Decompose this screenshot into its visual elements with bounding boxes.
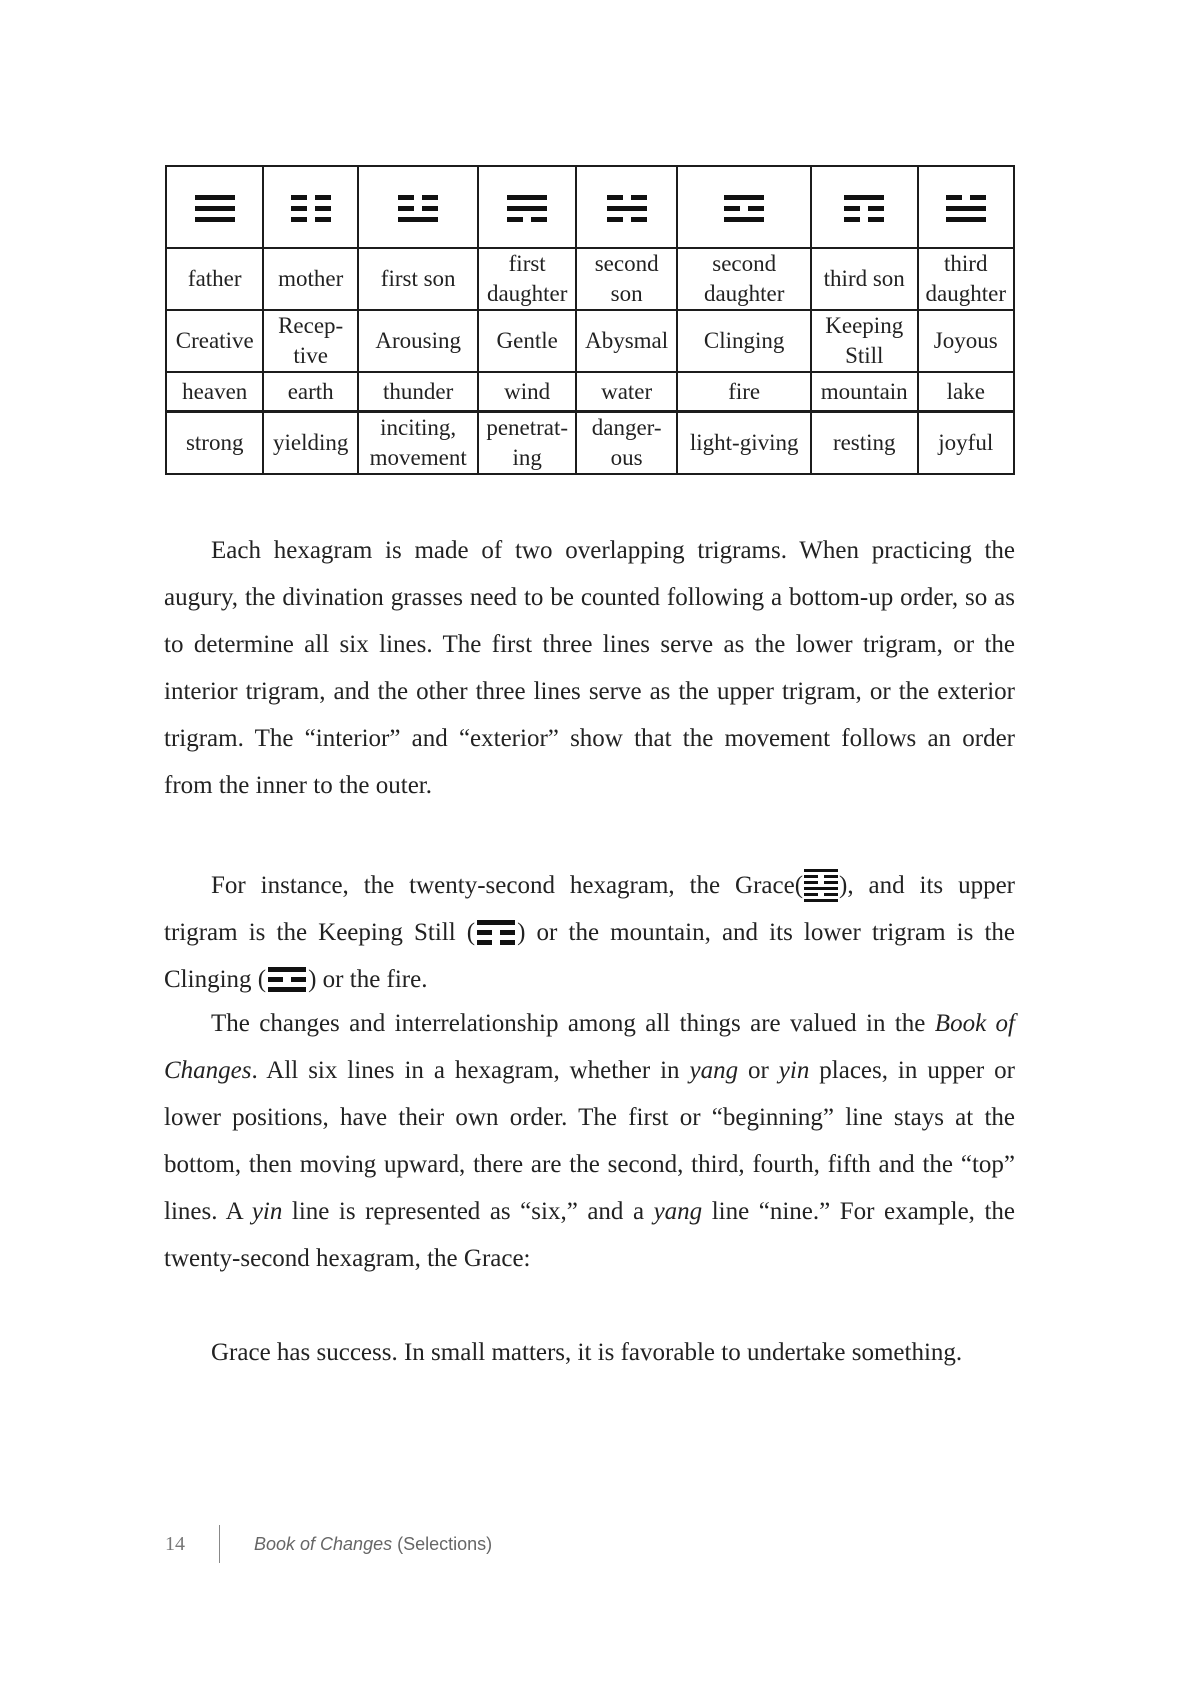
wind-trigram-cell — [478, 166, 575, 248]
text-run: line “nine.” For example, the twenty-second hexagram, the Grace: — [164, 1198, 1015, 1272]
page-number: 14 — [165, 1532, 185, 1555]
mountain-trigram-icon — [477, 920, 515, 945]
text-run: places, in upper or lower positions, have their own order. The first or “beginning” line stays at the bottom, then moving upward, there are the second, third, fourth, fifth and the “top” lines. A — [164, 1057, 1016, 1225]
table-cell: second daughter — [677, 248, 811, 310]
table-cell: Recep- tive — [263, 310, 357, 372]
text-run: ), and its upper trigram is the Keeping Still ( — [164, 872, 1015, 946]
footer-divider — [219, 1525, 220, 1563]
wind-trigram-icon — [507, 195, 547, 222]
paragraph-text: Each hexagram is made of two overlapping trigrams. When practicing the augury, the divination grasses need to be counted following a bottom-up order, so as to determine all six lines. The first three lines serve as the lower trigram, or the interior trigram, and the other three lines serve as the upper trigram, or the exterior trigram. The “interior” and “exterior” show that the movement follows an order from the inner to the outer. — [164, 537, 1015, 799]
table-cell: penetrat- ing — [478, 412, 575, 475]
table-cell: second son — [576, 248, 677, 310]
text-run: The changes and interrelationship among all things are valued in the — [211, 1010, 935, 1037]
trigram-symbol-row — [166, 166, 1014, 248]
table-cell: lake — [918, 372, 1015, 412]
term-yin: yin — [778, 1057, 810, 1084]
running-title-suffix: (Selections) — [392, 1533, 493, 1554]
paragraph-text — [164, 862, 1015, 1003]
table-cell: first son — [358, 248, 479, 310]
term-yin: yin — [251, 1198, 283, 1225]
running-title — [254, 1534, 492, 1555]
trigram-image-row — [166, 372, 1014, 412]
table-cell: Clinging — [677, 310, 811, 372]
fire-trigram-cell — [677, 166, 811, 248]
table-cell: danger- ous — [576, 412, 677, 475]
heaven-trigram-icon — [195, 195, 235, 222]
mountain-trigram-cell — [811, 166, 918, 248]
trigram-attribute-row — [166, 412, 1014, 475]
table-cell: Keeping Still — [811, 310, 918, 372]
thunder-trigram-icon — [398, 195, 438, 222]
table-cell: wind — [478, 372, 575, 412]
paragraph-grace-judgment — [164, 1329, 1015, 1376]
table-cell: strong — [166, 412, 263, 475]
table-cell: third daughter — [918, 248, 1015, 310]
grace-hexagram-icon — [804, 869, 838, 902]
table-cell: resting — [811, 412, 918, 475]
fire-trigram-icon — [268, 967, 306, 992]
mountain-trigram-icon — [844, 195, 884, 222]
heaven-trigram-cell — [166, 166, 263, 248]
paragraph-line-order — [164, 1000, 1015, 1282]
text-run: line is represented as “six,” and a — [282, 1198, 654, 1225]
table-cell: joyful — [918, 412, 1015, 475]
table-cell: first daughter — [478, 248, 575, 310]
paragraph-grace-example — [164, 862, 1015, 1003]
page-footer — [165, 1524, 492, 1564]
table-cell: mountain — [811, 372, 918, 412]
table-cell: Joyous — [918, 310, 1015, 372]
table-cell: Creative — [166, 310, 263, 372]
thunder-trigram-cell — [358, 166, 479, 248]
earth-trigram-cell — [263, 166, 357, 248]
trigram-table — [165, 165, 1015, 475]
earth-trigram-icon — [291, 195, 331, 222]
trigram-name-row — [166, 310, 1014, 372]
fire-trigram-icon — [724, 195, 764, 222]
table-cell: Arousing — [358, 310, 479, 372]
table-cell: mother — [263, 248, 357, 310]
text-run: ) or the mountain, and its lower trigram is the Clinging ( — [164, 919, 1015, 993]
water-trigram-icon — [607, 195, 647, 222]
table-cell: inciting, movement — [358, 412, 479, 475]
table-cell: heaven — [166, 372, 263, 412]
lake-trigram-icon — [946, 195, 986, 222]
table-cell: light-giving — [677, 412, 811, 475]
table-cell: yielding — [263, 412, 357, 475]
table-cell: earth — [263, 372, 357, 412]
term-yang: yang — [653, 1198, 703, 1225]
text-run: ) or the fire. — [308, 966, 428, 993]
table-cell: Abysmal — [576, 310, 677, 372]
book-title: Book of Changes — [164, 1010, 1015, 1084]
paragraph-trigram-structure — [164, 527, 1015, 809]
lake-trigram-cell — [918, 166, 1015, 248]
table-cell: father — [166, 248, 263, 310]
text-run: . All six lines in a hexagram, whether in — [251, 1057, 690, 1084]
table-cell: thunder — [358, 372, 479, 412]
paragraph-text — [164, 1000, 1015, 1282]
running-title-book: Book of Changes — [254, 1533, 393, 1554]
water-trigram-cell — [576, 166, 677, 248]
term-yang: yang — [689, 1057, 739, 1084]
table-cell: Gentle — [478, 310, 575, 372]
paragraph-text: Grace has success. In small matters, it is favorable to undertake something. — [211, 1339, 963, 1366]
text-run: or — [738, 1057, 779, 1084]
family-relation-row — [166, 248, 1014, 310]
table-cell: fire — [677, 372, 811, 412]
table-cell: water — [576, 372, 677, 412]
table-cell: third son — [811, 248, 918, 310]
text-run: For instance, the twenty-second hexagram, the Grace( — [211, 872, 804, 899]
